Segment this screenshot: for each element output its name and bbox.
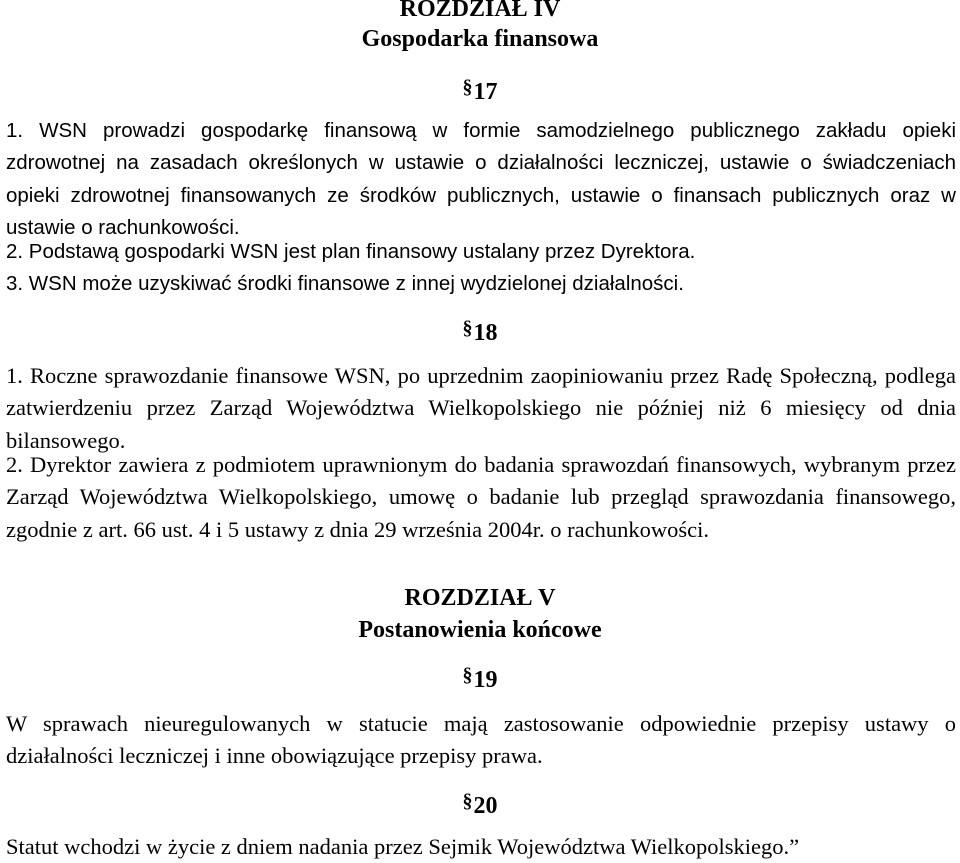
chapter-5-heading: ROZDZIAŁ V [404,585,556,611]
section-number: 20 [473,793,498,819]
section-sign: § [462,790,473,812]
section-18-mark [400,313,560,348]
chapter-4-title: Gospodarka finansowa [361,26,599,52]
section-20-mark [400,786,560,821]
section-19-mark [400,660,560,695]
section-20-paragraph-1: Statut wchodzi w życie z dniem nadania przez Sejmik Województwa Wielkopolskiego.” [6,834,800,859]
chapter-5-title: Postanowienia końcowe [358,617,602,643]
section-sign: § [462,664,473,686]
section-19-paragraph-1: W sprawach nieuregulowanych w statucie mają zastosowanie odpowiednie przepisy ustawy o działalności leczniczej i inne obowiązujące przepisy prawa. [6,711,956,769]
section-17-paragraph-3: 3. WSN może uzyskiwać środki finansowe z innej wydzielonej działalności. [6,272,684,295]
section-18-paragraph-2: 2. Dyrektor zawiera z podmiotem uprawnionym do badania sprawozdań finansowych, wybranym przez Zarząd Województwa Wielkopolskiego, umowę o badanie lub przegląd sprawozdania finansowego, zgodnie z art. 66 ust. 4 i 5 ustawy z dnia 29 września 2004r. o rachunkowości. [6,452,956,542]
section-sign: § [462,317,473,339]
section-17-paragraph-1: 1. WSN prowadzi gospodarkę finansową w formie samodzielnego publicznego zakładu opieki zdrowotnej na zasadach określonych w ustawie o działalności leczniczej, ustawie o świadczeniach opieki zdrowotnej finansowanych ze środków publicznych, ustawie o finansach publicznych oraz w ustawie o rachunkowości. [6,119,956,239]
section-17-mark [400,72,560,107]
section-number: 19 [473,667,498,693]
section-number: 17 [473,79,498,105]
section-17-paragraph-2: 2. Podstawą gospodarki WSN jest plan finansowy ustalany przez Dyrektora. [6,240,696,263]
section-sign: § [462,76,473,98]
section-number: 18 [473,320,498,346]
section-18-paragraph-1: 1. Roczne sprawozdanie finansowe WSN, po uprzednim zaopiniowaniu przez Radę Społeczną, podlega zatwierdzeniu przez Zarząd Województwa Wielkopolskiego nie później niż 6 miesięcy od dnia bilansowego. [6,363,956,453]
chapter-4-heading: ROZDZIAŁ IV [399,0,561,22]
